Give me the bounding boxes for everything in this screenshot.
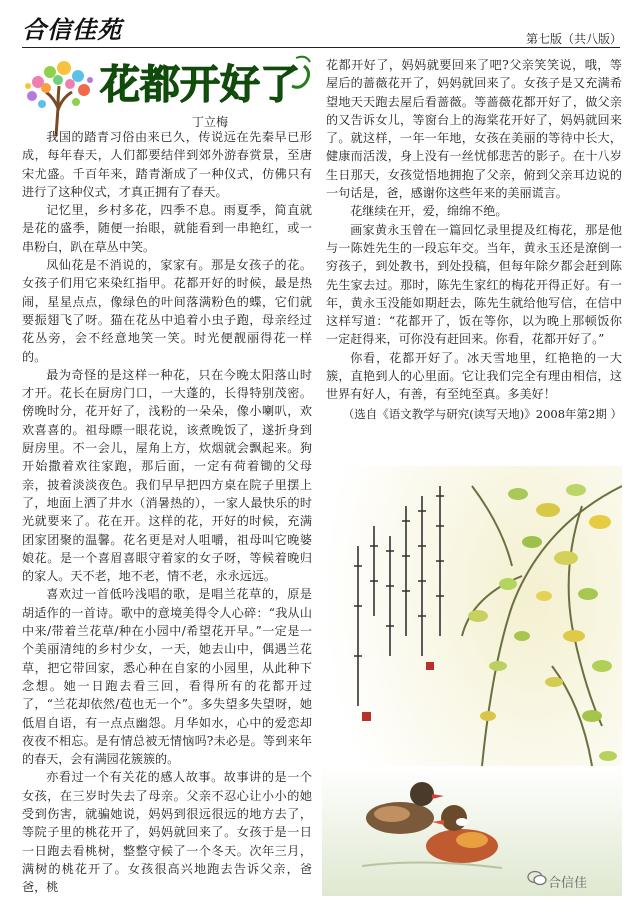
brand-title: 合信佳苑 [22,15,122,44]
paragraph: 凤仙花是不消说的，家家有。那是女孩子的花。女孩子们用它来染红指甲。花都开好的时候，最是热闹，星星点点，像绿色的叶间落满粉色的蝶，它们就要振翅飞了呀。猫在花丛中追着小虫子跑，母亲经过花丛旁，会不经意地笑一笑。时光便靓丽得花一样的。 [22,258,312,364]
tree-illustration [18,58,100,136]
right-column [326,56,622,423]
page-header [22,8,622,50]
edition-label: 第七版（共八版） [525,32,622,46]
source-citation: （选自《语文教学与研究(读写天地)》2008年第2期 ） [342,406,622,421]
paragraph: 最为奇怪的是这样一种花，只在今晚太阳落山时才开。花长在厨房门口，一大蓬的，长得特别茂密。傍晚时分，花开好了，浅粉的一朵朵，像小喇叭，欢欢喜喜的。祖母瞟一眼花说，该煮晚饭了，遂折身到厨房里。不一会儿，屋角上方，炊烟就会飘起来。狗开始撒着欢往家跑，那后面，一定有荷着锄的父母亲，披着淡淡夜色。我们早早把四方桌在院子里摆上了，地面上洒了井水（消暑热的），一家人最快乐的时光就要来了。花在开。这样的花，开好的时候，充满团家团聚的温馨。花名更是对人咀嚼，祖母叫它晚婆娘花。是一个喜眉喜眼守着家的女子呀，等候着晚归的家人。天不老，地不老，情不老，永永远远。 [22,367,312,584]
paragraph: 你看，花都开好了。冰天雪地里，红艳艳的一大簇，直艳到人的心里面。它让我们完全有理由相信，这世界有好人，有善，有至纯至真。多美好！ [326,350,622,402]
article-title [96,52,321,114]
paragraph: 花都开好了，妈妈就要回来了吧?父亲笑笑说，哦，等屋后的蔷薇花开了，妈妈就回来了。女孩子是又充满希望地天天跑去屋后看蔷薇。等蔷薇花都开好了，做父亲的又告诉女儿，等窗台上的海棠花开好了，妈妈就回来了。就这样，一年一年地，女孩在美丽的等待中长大，健康而活泼，身上没有一丝忧郁悲苦的影子。在十八岁生日那天，女孩觉悟地拥抱了父亲，俯到父亲耳边说的一句话是，爸，感谢你这些年来的美丽谎言。 [326,58,622,201]
article-title-text: 花都开好了 [100,61,300,108]
paragraph: 喜欢过一首低吟浅唱的歌，是唱兰花草的，原是胡适作的一首诗。歌中的意境美得令人心碎：“我从山中来/带着兰花草/种在小园中/希望花开早。”一定是一个美丽清纯的乡村少女，一天，她去山中，偶遇兰花草，把它带回家，悉心种在自家的小园里，从此种下念想。她一日跑去看三回，看得所有的花都开过了，“兰花却依然/苞也无一个”。多失望多失望呀，她低眉自语，有一点点幽怨。月华如水，心中的爱恋却夜夜不相忘。是有情总被无情恼吗?未必是。等到来年的春天，会有满园花簇簇的。 [22,587,312,767]
wechat-icon [527,870,547,886]
article-author: 丁立梅 [192,115,229,129]
paragraph: 记忆里，乡村多花，四季不息。雨夏季，简直就是花的盛季，随便一抬眼，就能看到一串艳红，或一串粉白，趴在草丛中笑。 [22,203,312,254]
paragraph: 画家黄永玉曾在一篇回忆录里提及红梅花，那是他与一陈姓先生的一段忘年交。当年，黄永玉还是潦倒一穷孩子，到处教书，到处投稿，但每年除夕都会赶到陈先生家去过。那时，陈先生家红的梅花开得正好。有一年，黄永玉没能如期赶去，陈先生就给他写信，在信中这样写道：“花都开了，饭在等你，以为晚上那顿饭你一定赶得来，可你没有赶回来。你看，花都开好了。” [326,222,622,347]
paragraph: 花继续在开，爱，绵绵不绝。 [350,204,508,219]
paragraph: 亦看过一个有关花的感人故事。故事讲的是一个女孩，在三岁时失去了母亲。父亲不忍心让小小的她受到伤害，就骗她说，妈妈到很远很远的地方去了，等院子里的桃花开了，妈妈就回来了。女孩于是一日一日跑去看桃树，整整守候了一个冬天。次年三月，满树的桃花开了。女孩很高兴地跑去告诉父亲，爸爸，桃 [22,770,312,895]
left-column [22,128,312,896]
watermark-text: 合信佳 [548,876,588,891]
header-divider [22,47,620,48]
paragraph: 我国的踏青习俗由来已久，传说远在先秦早已形成，每年春天，人们都要结伴到郊外游春赏景，至唐宋尤盛。千百年来，踏青渐成了一种仪式，仿佛只有进行了这种仪式，才真正拥有了春天。 [22,130,312,199]
flower-duck-painting [322,466,622,896]
